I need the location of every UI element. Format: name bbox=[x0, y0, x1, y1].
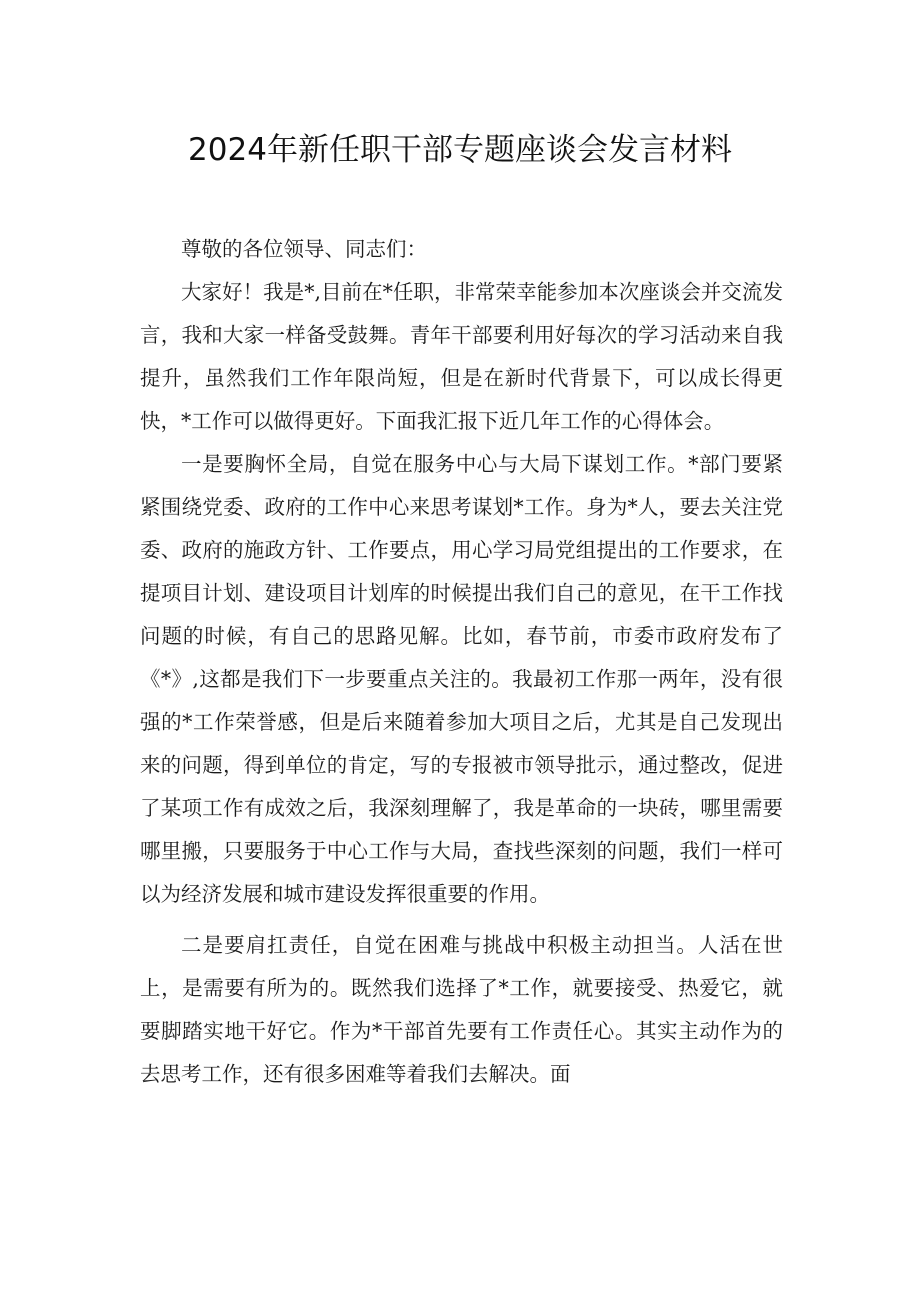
paragraph-point-two: 二是要肩扛责任，自觉在困难与挑战中积极主动担当。人活在世上，是需要有所为的。既然我们选择了*工作，就要接受、热爱它，就要脚踏实地干好它。作为*干部首先要有工作责任心。其实主动作为的去思考工作，还有很多困难等着我们去解决。面 bbox=[140, 933, 783, 1086]
salutation: 尊敬的各位领导、同志们： bbox=[181, 237, 427, 261]
paragraph-point-one: 一是要胸怀全局，自觉在服务中心与大局下谋划工作。*部门要紧紧围绕党委、政府的工作中心来思考谋划*工作。身为*人，要去关注党委、政府的施政方针、工作要点，用心学习局党组提出的工作要求，在提项目计划、建设项目计划库的时候提出我们自己的意见，在干工作找问题的时候，有自己的思路见解。比如，春节前，市委市政府发布了《*》,这都是我们下一步要重点关注的。我最初工作那一两年，没有很强的*工作荣誉感，但是后来随着参加大项目之后，尤其是自己发现出来的问题，得到单位的肯定，写的专报被市领导批示，通过整改，促进了某项工作有成效之后，我深刻理解了，我是革命的一块砖，哪里需要哪里搬，只要服务于中心工作与大局，查找些深刻的问题，我们一样可以为经济发展和城市建设发挥很重要的作用。 bbox=[140, 452, 783, 906]
paragraph-opening: 大家好！我是*,目前在*任职，非常荣幸能参加本次座谈会并交流发言，我和大家一样备受鼓舞。青年干部要利用好每次的学习活动来自我提升，虽然我们工作年限尚短，但是在新时代背景下，可以成长得更快，*工作可以做得更好。下面我汇报下近几年工作的心得体会。 bbox=[140, 280, 783, 433]
document-body bbox=[140, 228, 783, 1096]
document-title: 2024年新任职干部专题座谈会发言材料 bbox=[188, 132, 732, 168]
